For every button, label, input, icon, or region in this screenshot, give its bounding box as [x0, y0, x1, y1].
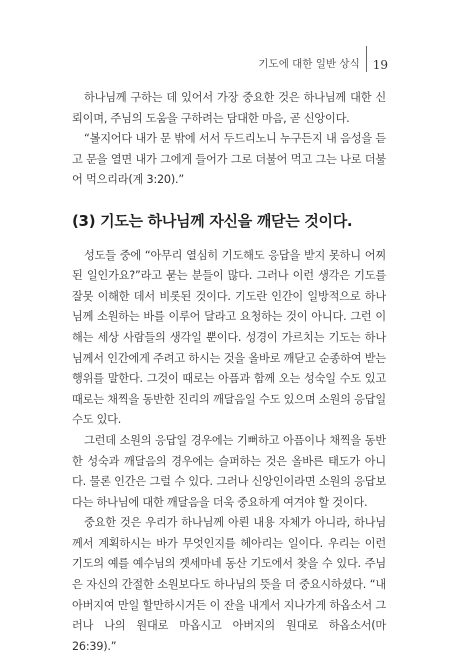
header-divider [366, 46, 367, 72]
page-number: 19 [372, 58, 388, 72]
running-header [258, 46, 388, 72]
paragraph-answer-attitude: 그런데 소원의 응답일 경우에는 기뻐하고 아픔이나 채찍을 동반한 성숙과 깨달음의 경우에는 슬퍼하는 것은 올바른 태도가 아니다. 물론 인간은 그럴 수 있다. 그러나 신앙인이라면 소원의 응답보다는 하나님에 대한 깨달음을 더욱 중요하게 여겨야 할 것이다. [72, 433, 386, 509]
section-heading: (3) 기도는 하나님께 자신을 깨닫는 것이다. [72, 211, 353, 230]
paragraph-faith: 하나님께 구하는 데 있어서 가장 중요한 것은 하나님께 대한 신뢰이며, 주님의 도움을 구하려는 담대한 마음, 곧 신앙이다. [72, 91, 386, 125]
paragraph-gethsemane: 중요한 것은 우리가 하나님께 아뢴 내용 자체가 아니라, 하나님께서 계획하시는 바가 무엇인지를 헤아리는 일이다. 우리는 이런 기도의 예를 예수님의 겟세마네 동산 기도에서 찾을 수 있다. 주님은 자신의 간절한 소원보다도 하나님의 뜻을 더 중요시하셨다. “내 아버지여 만일 할만하시거든 이 잔을 내게서 지나가게 하옵소서 그러나 나의 원대로 마옵시고 아버지의 원대로 하옵소서(마 26:39).” [72, 516, 386, 653]
chapter-title: 기도에 대한 일반 상식 [258, 58, 360, 70]
paragraph-prayer-meaning: 성도들 중에 “아무리 열심히 기도해도 응답을 받지 못하니 어찌된 일인가요?”라고 묻는 분들이 많다. 그러나 이런 생각은 기도를 잘못 이해한 데서 비롯된 것이다. 기도란 인간이 일방적으로 하나님께 소원하는 바를 이루어 달라고 요청하는 것이 아니다. 그런 이해는 세상 사람들의 생각일 뿐이다. 성경이 가르치는 기도는 하나님께서 인간에게 주려고 하시는 것을 올바로 깨닫고 순종하여 받는 행위를 말한다. 그것이 때로는 아픔과 함께 오는 성숙일 수도 있고 때로는 채찍을 동반한 진리의 깨달음일 수도 있으며 소원의 응답일 수도 있다. [72, 248, 386, 427]
body-text [72, 88, 386, 657]
scripture-quote-rev: “볼지어다 내가 문 밖에 서서 두드리노니 누구든지 내 음성을 듣고 문을 열면 내가 그에게 들어가 그로 더불어 먹고 그는 나로 더불어 먹으리라(계 3:20).” [72, 132, 386, 187]
